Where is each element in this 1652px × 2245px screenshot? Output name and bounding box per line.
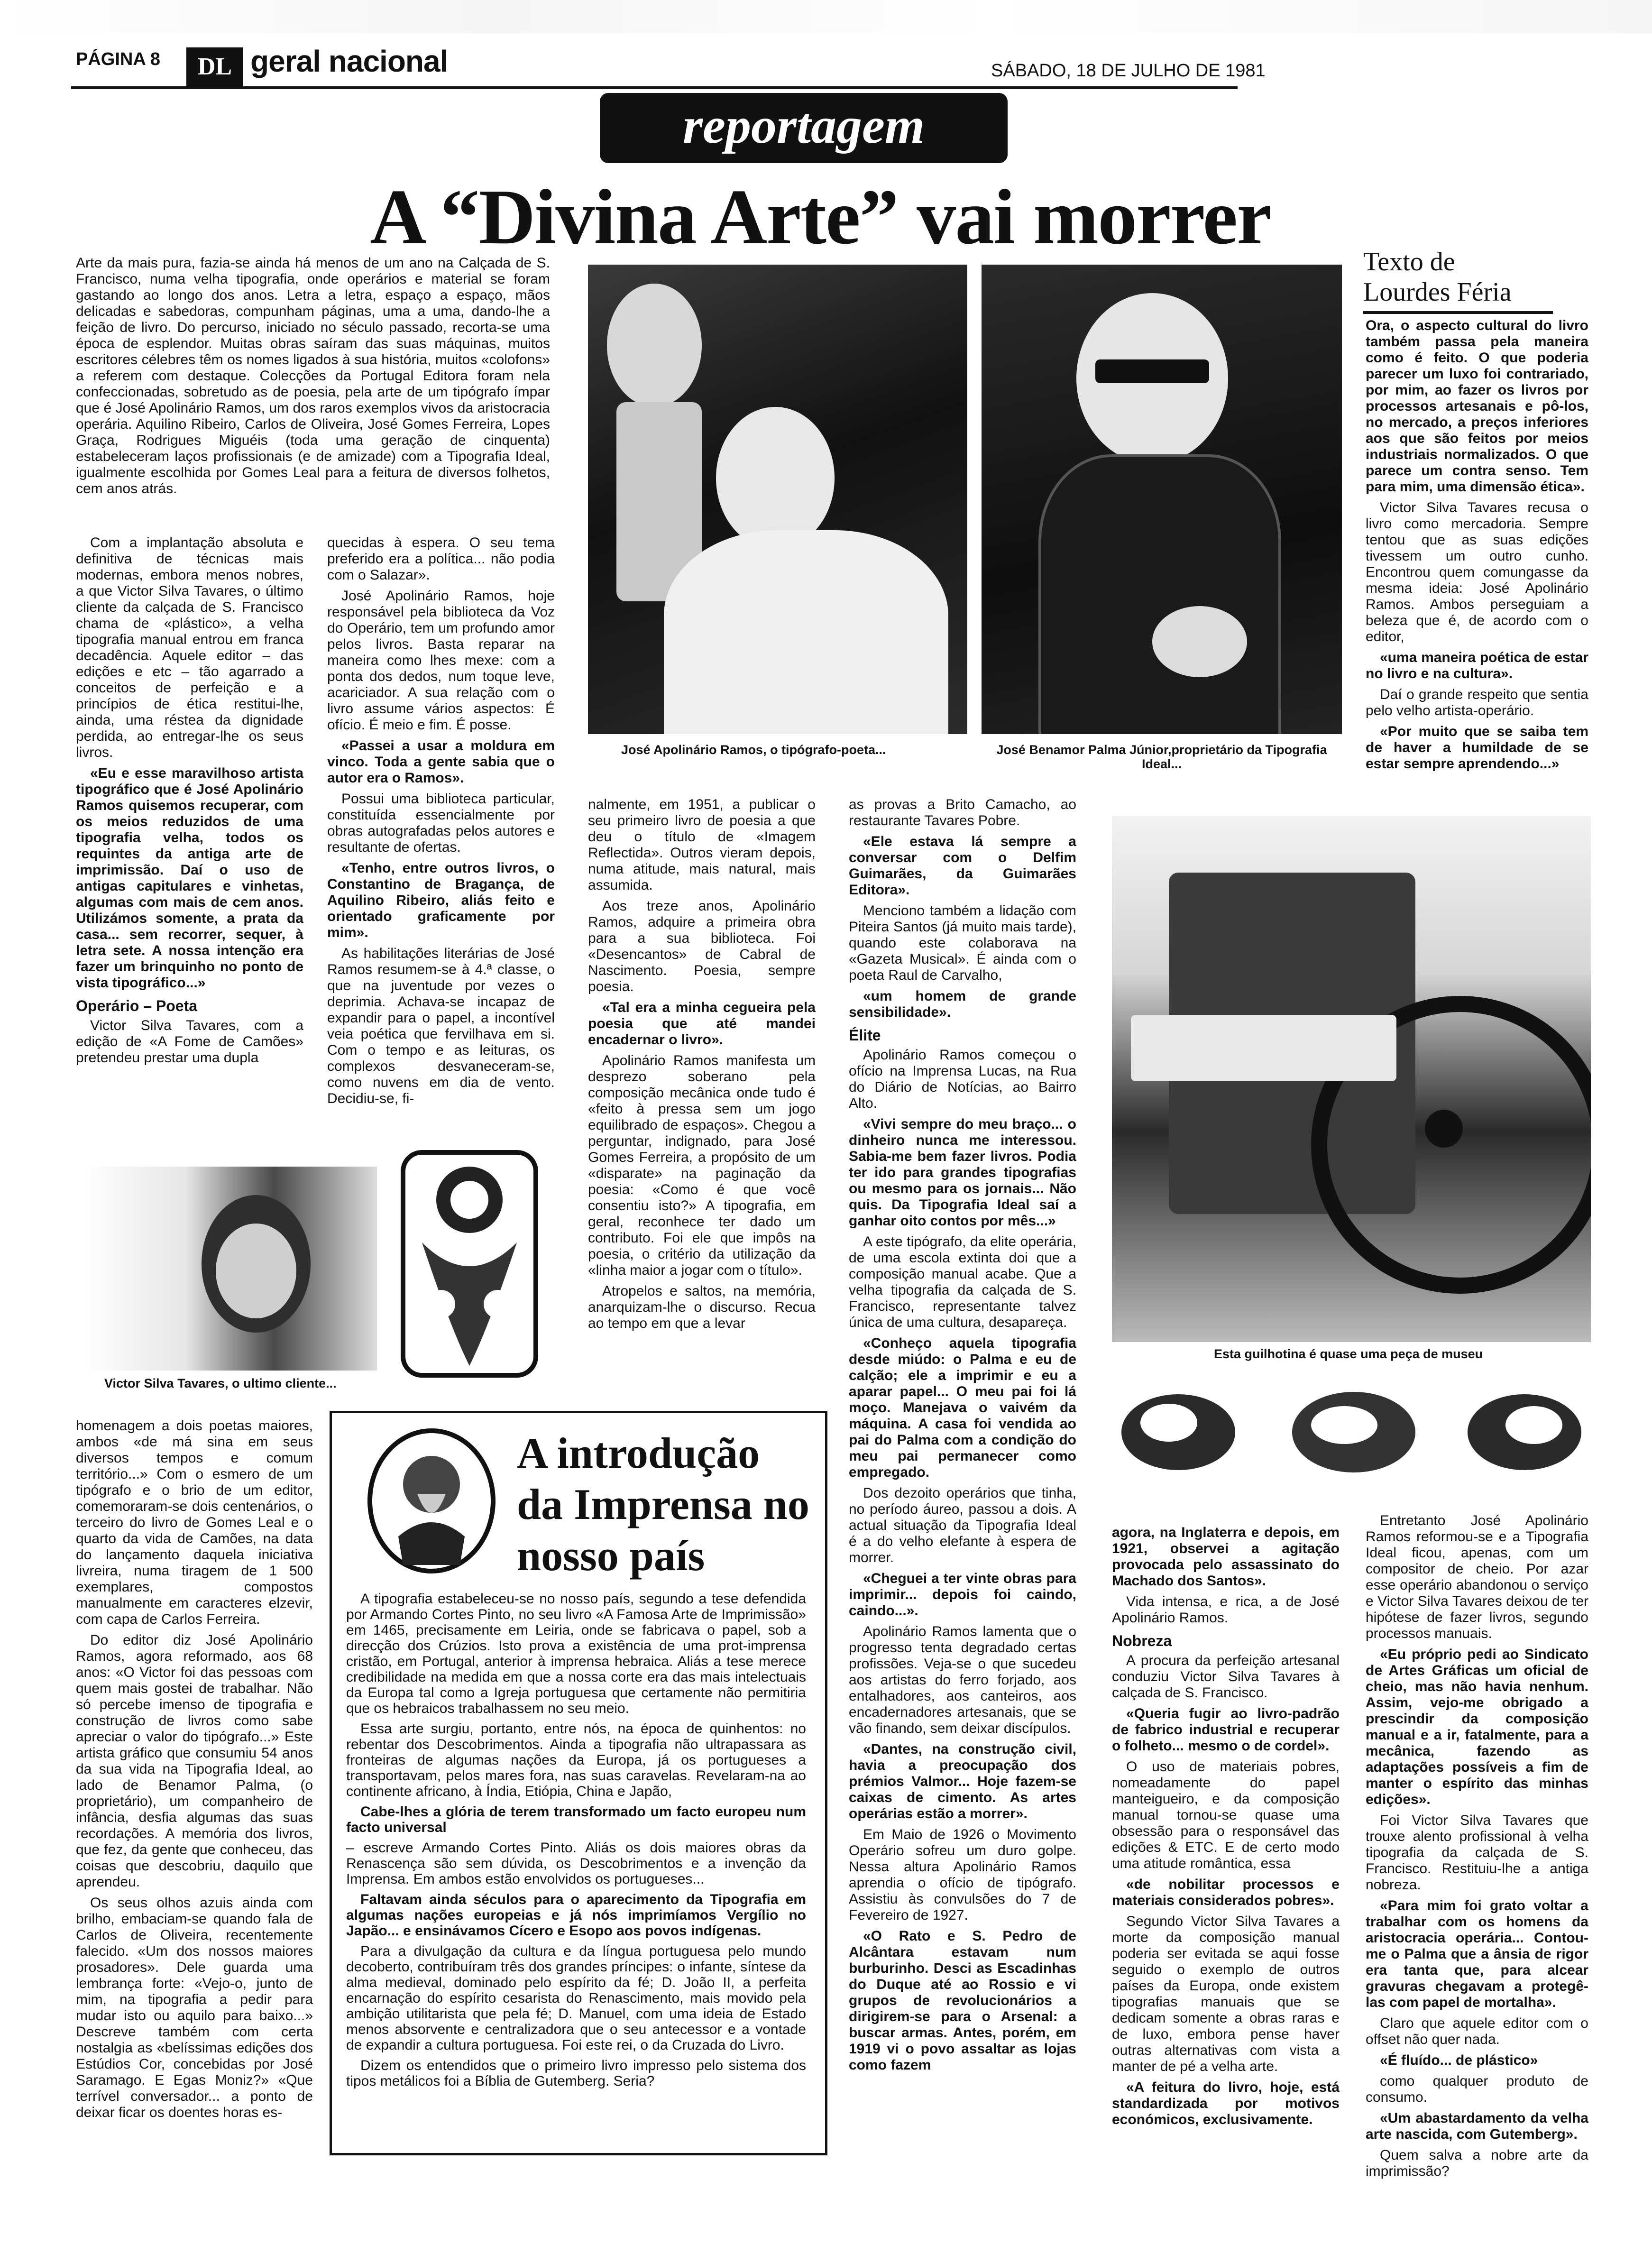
col4-quote-2: «um homem de grande sensibilidade».: [849, 988, 1076, 1020]
box-paragraph-2: Essa arte surgiu, portanto, entre nós, na época de quinhentos: no rebentar dos Descobrimentos. Ainda a tipografia não ultrapassara as fronteiras de algumas nações da Europa, já os portugueses a transportavam, pelos mares fora, nas suas caravelas. Revelaram-na ao continente africano, à Índia, Etiópia, China e Japão,: [346, 1721, 806, 1799]
photo-palma: [982, 265, 1342, 734]
photo-apolinario: [588, 265, 967, 734]
photo-guillotine: [1112, 816, 1591, 1342]
box-paragraph: A tipografia estabeleceu-se no nosso país, segundo a tese defendida por Armando Cortes Pinto, no seu livro «A Famosa Arte de Imprimissão» em 1465, precisamente em Leiria, onde se fabricava o papel, sob a direcção dos Crúzios. Isto prova a existência de uma prot-imprensa cristão, em Portugal, anterior à imprensa hebraica. Aliás a tese merece credibilidade na medida em que a nossa corte era das mais intelectuais da Europa tal como a Igreja portuguesa que certamente não permitiria que os hebraicos trabalhassem no seu meio.: [346, 1591, 806, 1716]
col5-quote: «uma maneira poética de estar no livro e na cultura».: [1366, 650, 1588, 681]
col4-quote: «Ele estava lá sempre a conversar com o Delfim Guimarães, da Guimarães Editora».: [849, 834, 1076, 898]
col4-quote-6: «Dantes, na construção civil, havia a preocupação dos prémios Valmor... Hoje fazem-se caixas de cimento. As artes operárias estão a morrer».: [849, 1741, 1076, 1822]
col4-quote-7: «O Rato e S. Pedro de Alcântara estavam num burburinho. Desci as Escadinhas do Duque até ao Rossio e vi grupos de revolucionários a dirigirem-se para o Arsenal: a buscar armas. Antes, porém, em 1919 vi o povo assaltar as lojas como fazem: [849, 1928, 1076, 2073]
box-title: A introdução da Imprensa no nosso país: [517, 1429, 809, 1580]
lower4-paragraph-2: Foi Victor Silva Tavares que trouxe alento profissional à velha tipografia da calçada de S. Francisco. Restituiu-lhe a antiga nobreza.: [1366, 1813, 1588, 1893]
col4-quote-4: «Conheço aquela tipografia desde miúdo: o Palma e eu de calção; ele a imprimir e eu a aparar papel... O meu pai foi lá moço. Manejava o vaivém da máquina. A casa foi vendida ao pai do Palma com a condição do meu pai permanecer como empregado.: [849, 1335, 1076, 1480]
portrait-body-2: [1038, 454, 1281, 734]
lower4-quote-3: «É fluído... de plástico»: [1380, 2052, 1538, 2068]
box-quote-2: Faltavam ainda séculos para o aparecimento da Tipografia em algumas nações europeias e já nós imprimíamos Vergílio no Japão... e ensinávamos Cícero e Esopo aos povos indígenas.: [346, 1892, 806, 1939]
lower4-quote-2: «Para mim foi grato voltar a trabalhar com os homens da aristocracia operária... Contou-me o Palma que a ânsia de rigor era tanta que, para alcear gravuras chegavam a protegê-las com papel de mortalha».: [1366, 1898, 1588, 2010]
col4-paragraph-2: Menciono também a lidação com Piteira Santos (já muito mais tarde), quando este colaborava na «Gazeta Musical». É ainda com o poeta Raul de Carvalho,: [849, 903, 1076, 983]
col2-paragraph-3: Possui uma biblioteca particular, constituída essencialmente por obras autografadas pelos autores e resultante de ofertas.: [327, 791, 555, 855]
col4-paragraph-4: A este tipógrafo, da elite operária, de uma escola extinta doi que a composição manual acabe. Que a velha tipografia da calçada de S. Francisco, representante talvez única de uma cultura, desapareça.: [849, 1234, 1076, 1330]
box-paragraph-3: Para a divulgação da cultura e da língua portuguesa pelo mundo decoberto, contribuíram três dos grandes príncipes: o infante, síntese da alma medieval, dominado pelo espírito da fé; D. João II, a perfeita encarnação do espírito cesarista do Renascimento, mais movido pela ambição utilitarista que pela fé; D. Manuel, com uma ideia de Estado menos absorvente e centralizadora que o seu antecessor e a vontade de expandir a cultura portuguesa. Foi este rei, o da Cruzada do Livro.: [346, 1943, 806, 2053]
lower4-paragraph-3: Claro que aquele editor com o offset não quer nada.: [1366, 2015, 1588, 2047]
hand: [1152, 606, 1247, 677]
logo-text: DL: [197, 53, 232, 80]
cherub-ornaments: [1117, 1385, 1591, 1480]
top-noise-strip: [0, 0, 1652, 33]
glasses: [1095, 359, 1209, 383]
col2-quote: «Passei a usar a moldura em vinco. Toda a gente sabia que o autor era o Ramos».: [327, 738, 555, 786]
col4-subhead: Élite: [849, 1027, 881, 1044]
lower3-paragraph-2: A procura da perfeição artesanal conduziu Victor Silva Tavares à calçada de S. Francisco.: [1112, 1653, 1340, 1701]
box-woodcut: [365, 1427, 498, 1574]
caption-photo-4: Esta guilhotina é quase uma peça de museu: [1214, 1347, 1483, 1361]
col4-paragraph-7: Em Maio de 1926 o Movimento Operário sofreu um duro golpe. Nessa altura Apolinário Ramos aprendia o ofício de tipógrafo. Assistiu às convulsões do 7 de Fevereiro de 1927.: [849, 1827, 1076, 1923]
lower1-paragraph-2: Do editor diz José Apolinário Ramos, agora reformado, aos 68 anos: «O Victor foi das pessoas com quem mais gostei de trabalhar. Não só percebe imenso de tipografia e construção de livros como sabe apreciar o valor do tipógrafo...» Este artista gráfico que consumiu 54 anos da sua vida na Tipografia Ideal, ao lado de Benamor Palma, (o proprietário), um companheiro de infância, desfia algumas das suas recordações. A memória dos livros, que fez, da gente que conheceu, das coisas que descobriu, daquilo que aprendeu.: [76, 1632, 313, 1890]
column-1: [76, 535, 303, 1071]
byline-rule: [1363, 311, 1553, 314]
lower3-subhead: Nobreza: [1112, 1632, 1172, 1649]
ornament-svg: [394, 1148, 545, 1380]
lower3-quote: «Queria fugir ao livro-padrão de fabrico industrial e recuperar o folheto... mesmo o de cordel».: [1112, 1706, 1340, 1754]
col4-paragraph-5: Dos dezoito operários que tinha, no período áureo, passou a dois. A actual situação da Tipografia Ideal é a do velho elefante à espera de morrer.: [849, 1485, 1076, 1565]
box-paragraph-2b: – escreve Armando Cortes Pinto. Aliás os dois maiores obras da Renascença são sem dúvida, os Descobrimentos e a invenção da Imprensa. Em ambos estão envolvidos os portugueses...: [346, 1840, 806, 1887]
col1-quote: «Eu e esse maravilhoso artista tipográfico que é José Apolinário Ramos quisemos recuperar, com os meios reduzidos de uma tipografia velha, todos os requintes da antiga arte de imprimissão. Daí o uso de antigas capitulares e vinhetas, algumas com mais de cem anos. Utilizámos somente, a prata da casa... sem recorrer, sequer, à letra sete. A nossa intenção era fazer um brinquinho no ponto de vista tipográfico...»: [76, 765, 303, 991]
cherub-svg: [1117, 1385, 1591, 1480]
col5-paragraph-2: Daí o grande respeito que sentia pelo velho artista-operário.: [1366, 687, 1588, 718]
page-number: PÁGINA 8: [76, 49, 161, 69]
machine-table: [1131, 1015, 1396, 1081]
section-title: geral nacional: [250, 44, 448, 78]
lower3-quote-3: «A feitura do livro, hoje, está standardizada por motivos económicos, exclusivamente.: [1112, 2079, 1340, 2127]
bust-statue: [607, 284, 702, 407]
caption-photo-1: José Apolinário Ramos, o tipógrafo-poeta...: [621, 743, 886, 757]
col2-paragraph-2: José Apolinário Ramos, hoje responsável pela biblioteca da Voz do Operário, tem um profundo amor pelos livros. Basta reparar na maneira como lhes mexe: com a ponta dos dedos, num toque leve, acariciador. A sua relação com o livro assume vários aspectos: É ofício. É meio e fim. É posse.: [327, 588, 555, 733]
lower3-quote-lead: agora, na Inglaterra e depois, em 1921, observei a agitação provocada pelo assassinato do Machado dos Santos».: [1112, 1525, 1340, 1589]
col3-paragraph-4: Atropelos e saltos, na memória, anarquizam-lhe o discurso. Recua ao tempo em que a levar: [588, 1283, 816, 1331]
gutenberg-woodcut: [365, 1427, 498, 1574]
col2-quote-2: «Tenho, entre outros livros, o Constantino de Bragança, de Aquilino Ribeiro, aliás feito e orientado graficamente por mim».: [327, 860, 555, 940]
victor-face: [216, 1224, 296, 1318]
lower3-paragraph-3: O uso de materiais pobres, nomeadamente do papel manteigueiro, e da composição manual tornou-se quase uma obsessão para o responsável das edições & ETC. E de certo modo uma atitude romântica, essa: [1112, 1759, 1340, 1871]
lower3-paragraph: Vida intensa, e rica, a de José Apolinário Ramos.: [1112, 1594, 1340, 1626]
col3-quote: «Tal era a minha cegueira pela poesia que até mandei encadernar o livro».: [588, 1000, 816, 1048]
lower-column-3: [1112, 1525, 1340, 2133]
col4-quote-5: «Cheguei a ter vinte obras para imprimir... depois foi caindo, caindo...».: [849, 1571, 1076, 1619]
byline-name: Lourdes Féria: [1363, 277, 1512, 307]
col1-subhead: Operário – Poeta: [76, 997, 198, 1014]
lower1-paragraph: homenagem a dois poetas maiores, ambos «de má sina em seus diversos tempos e comum território...» Com o esmero de um tipógrafo e o brio de um editor, comemoraram-se dois centenários, o terceiro do livro de Gomes Leal e o quarto da vida de Camões, na data do lançamento daquela iniciativa livreira, numa tiragem de 1 500 exemplares, compostos manualmente em caracteres elzevir, com capa de Carlos Ferreira.: [76, 1418, 313, 1627]
column-5: [1366, 318, 1588, 777]
lower-column-1: [76, 1418, 313, 2125]
box-quote: Cabe-lhes a glória de terem transformado um facto europeu num facto universal: [346, 1804, 806, 1835]
lower4-paragraph-5: Quem salva a nobre arte da imprimissão?: [1366, 2147, 1588, 2179]
lower3-quote-2: «de nobilitar processos e materiais considerados pobres».: [1112, 1877, 1340, 1908]
col1-paragraph-2: Victor Silva Tavares, com a edição de «A Fome de Camões» pretendeu prestar uma dupla: [76, 1018, 303, 1066]
kicker-text: reportagem: [683, 98, 925, 154]
portrait-head: [716, 407, 835, 549]
intro-paragraph: [76, 255, 550, 502]
logo: [186, 47, 243, 86]
lower1-paragraph-3: Os seus olhos azuis ainda com brilho, embaciam-se quando fala de Carlos de Oliveira, recentemente falecido. «Um dos nossos maiores prosadores». Dele guarda uma lembrança forte: «Vejo-o, junto de mim, na tipografia a pedir para mudar isto ou aquilo para baixo...» Descreve também com certa nostalgia as «belíssimas edições dos Estúdios Cor, concebidas por José Saramago. E Egas Moniz?» «Que terrível conversador... a ponto de deixar ficar os doentes horas es-: [76, 1895, 313, 2120]
lower-column-4: [1366, 1513, 1588, 2184]
portrait-body: [664, 530, 948, 734]
lower4-paragraph-4: como qualquer produto de consumo.: [1366, 2073, 1588, 2105]
ornament-vignette: [394, 1148, 545, 1380]
box-body: [346, 1591, 806, 2094]
page-date: SÁBADO, 18 DE JULHO DE 1981: [991, 61, 1266, 81]
intro-text: Arte da mais pura, fazia-se ainda há menos de um ano na Calçada de S. Francisco, numa velha tipografia, onde operários e material se foram gastando ao longo dos anos. Letra a letra, espaço a espaço, mãos delicadas e sabedoras, compunham páginas, uma a uma, dando-lhe a feição de livro. Do percurso, iniciado no século passado, recorta-se uma época de esplendor. Muitas obras saíram das suas máquinas, muitos escritores célebres têm os nomes ligados à sua história, muitos «colofons» a referem com destaque. Colecções da Portugal Editora foram nela confeccionadas, sobretudo as de poesia, pela arte de um tipógrafo ímpar que é José Apolinário Ramos, um dos raros exemplos vivos da aristocracia operária. Aquilino Ribeiro, Carlos de Oliveira, José Gomes Ferreira, Lopes Graça, Rodrigues Miguéis (toda uma geração de cinquenta) estabeleceram laços profissionais (e de amizade) com a Tipografia Ideal, igualmente escolhida por Gomes Leal para a feitura de diversos folhetos, cem anos atrás.: [76, 255, 550, 497]
lower4-quote-4: «Um abastardamento da velha arte nascida, com Gutemberg».: [1366, 2110, 1588, 2142]
col5-quote-2: «Por muito que se saiba tem de haver a humildade de se estar sempre aprendendo...»: [1366, 724, 1588, 772]
col3-paragraph: nalmente, em 1951, a publicar o seu primeiro livro de poesia a que deu o título de «Imagem Reflectida». Outros vieram depois, numa atitude, mais natural, mais assumida.: [588, 797, 816, 893]
column-4: [849, 797, 1076, 2078]
caption-photo-3: Victor Silva Tavares, o ultimo cliente...: [104, 1376, 337, 1390]
col4-paragraph: as provas a Brito Camacho, ao restaurante Tavares Pobre.: [849, 797, 1076, 828]
photo-victor: [83, 1167, 377, 1371]
column-3: [588, 797, 816, 1336]
caption-photo-2: José Benamor Palma Júnior,proprietário da Tipografia Ideal...: [996, 743, 1327, 771]
col5-paragraph: Victor Silva Tavares recusa o livro como mercadoria. Sempre tentou que as suas edições tivessem um outro cunho. Encontrou quem comungasse da mesma ideia: José Apolinário Ramos. Ambos perseguiam a beleza que é, de acordo com o editor,: [1366, 500, 1588, 644]
col4-paragraph-6: Apolinário Ramos lamenta que o progresso tenta degradado certas profissões. Veja-se o que sucedeu aos artistas do ferro forjado, aos entalhadores, aos canteiros, aos encadernadores artesanais, que se vão finando, sem deixar discípulos.: [849, 1624, 1076, 1736]
column-2: [327, 535, 555, 1112]
byline-label: Texto de: [1363, 247, 1455, 276]
col4-paragraph-3: Apolinário Ramos começou o ofício na Imprensa Lucas, na Rua do Diário de Notícias, ao Bairro Alto.: [849, 1047, 1076, 1111]
col2-paragraph: quecidas à espera. O seu tema preferido era a política... não podia com o Salazar».: [327, 535, 555, 583]
col5-quote-intro: Ora, o aspecto cultural do livro também passa pela maneira como é feito. O que poderia parecer um luxo foi contrariado, por mim, ao fazer os livros por processos artesanais e pô-los, no mercado, a preços inferiores aos que são feitos por meios industriais normalizados. O que parece um contra senso. Tem para mim, uma dimensão ética».: [1366, 318, 1588, 495]
col2-paragraph-4: As habilitações literárias de José Ramos resumem-se à 4.ª classe, o que na juventude por vezes o deprimia. Achava-se incapaz de expandir para o papel, a incontível veia poética que fervilhava em si. Com o tempo e as leituras, os complexos desvaneceram-se, como nuvens em dia de vento. Decidiu-se, fi-: [327, 946, 555, 1106]
lower3-paragraph-4: Segundo Victor Silva Tavares a morte da composição manual poderia ser evitada se aqui fosse seguido o exemplo de outros países da Europa, onde existem tipografias manuais que se dedicam somente a obras raras e de luxo, embora pense haver outras alternativas com vista a manter de pé a velha arte.: [1112, 1914, 1340, 2074]
col1-paragraph: Com a implantação absoluta e definitiva de técnicas mais modernas, embora menos nobres, a que Victor Silva Tavares, o último cliente da calçada de S. Francisco chama de «plástico», a velha tipografia manual entrou em franca decadência. Aquele editor – das edições e etc – tão agarrado a conceitos de perfeição e a princípios de ética restitui-lhe, ainda, uma réstea da dignidade perdida, ao entregar-lhe os seus livros.: [76, 535, 303, 760]
col4-quote-3: «Vivi sempre do meu braço... o dinheiro nunca me interessou. Sabia-me bem fazer livros. Podia ter ido para grandes tipografias ou mesmo para os jornais... Não quis. Da Tipografia Ideal saí a ganhar oito contos por mês...»: [849, 1116, 1076, 1229]
masthead-rule: [71, 86, 1238, 89]
headline: A “Divina Arte” vai morrer: [370, 173, 1271, 260]
col3-paragraph-2: Aos treze anos, Apolinário Ramos, adquire a primeira obra para a sua biblioteca. Foi «Desencantos» de Cabral de Nascimento. Poesia, sempre poesia.: [588, 898, 816, 994]
lower4-paragraph: Entretanto José Apolinário Ramos reformou-se e a Tipografia Ideal ficou, apenas, com um compositor de cheio. Por azar esse operário abandonou o serviço e Victor Silva Tavares deixou de ter hipótese de fazer livros, segundo processos manuais.: [1366, 1513, 1588, 1641]
wheel-hub: [1425, 1110, 1463, 1148]
box-paragraph-4: Dizem os entendidos que o primeiro livro impresso pelo sistema dos tipos metálicos foi a Bíblia de Gutemberg. Seria?: [346, 2058, 806, 2089]
col3-paragraph-3: Apolinário Ramos manifesta um desprezo soberano pela composição mecânica onde tudo é «feito à pressa sem um jogo equilibrado de espaços». Chegou a perguntar, indignado, para José Gomes Ferreira, a propósito de um «disparate» na paginação da poesia: «Como é que você consentiu isto?» A tipografia, em geral, reconhece ter dado um contributo. Foi ele que impôs na poesia, o critério da utilização da «linha maior a jogar com o título».: [588, 1053, 816, 1278]
lower4-quote: «Eu próprio pedi ao Sindicato de Artes Gráficas um oficial de cheio, mas não havia nenhum. Assim, vejo-me obrigado a prescindir da composição manual e a ir, fatalmente, para a mecânica, fazendo as adaptações possíveis a fim de manter o espírito das minhas edições».: [1366, 1647, 1588, 1807]
